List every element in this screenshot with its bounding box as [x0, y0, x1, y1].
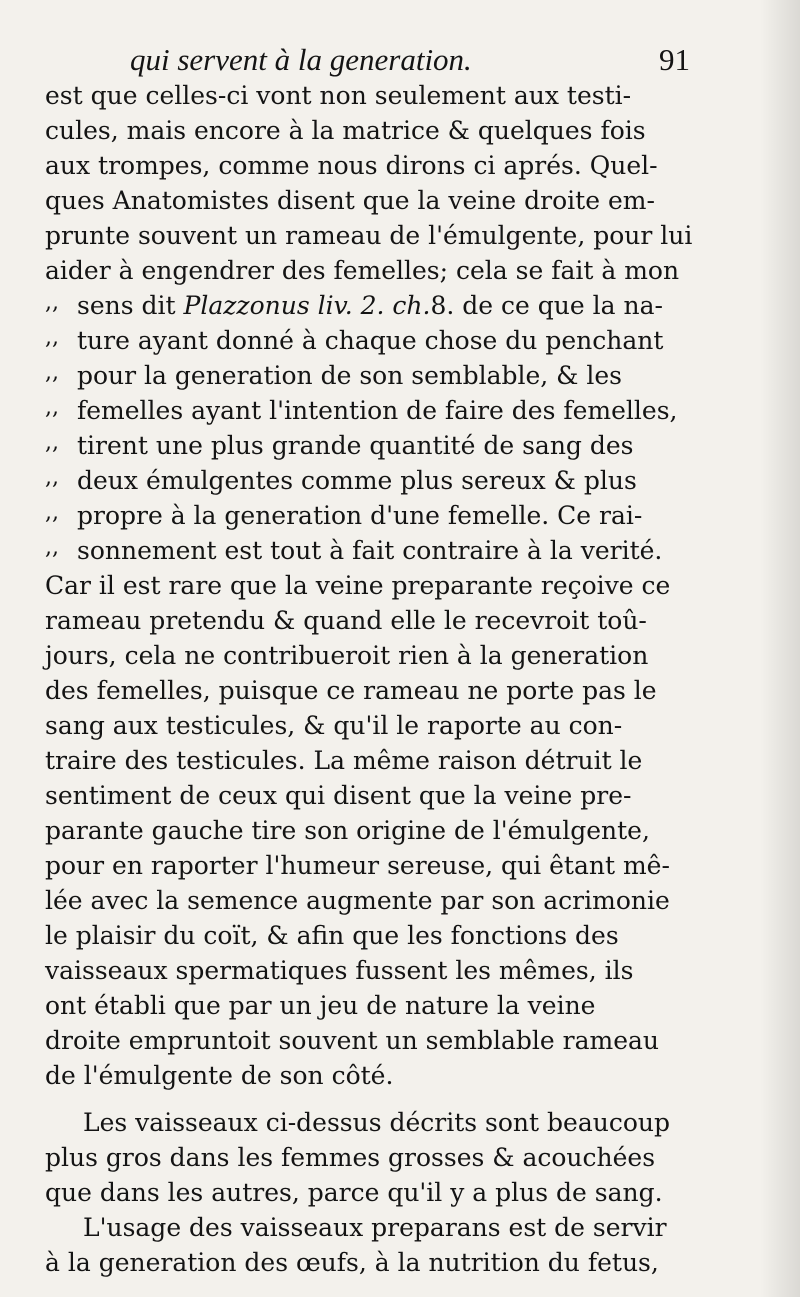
quoted-line	[45, 323, 685, 358]
text-line: le plaisir du coït, & afin que les fonctions des	[45, 921, 619, 950]
text-line: sentiment de ceux qui disent que la veine pre-	[45, 781, 632, 810]
page-edge-shadow	[760, 0, 800, 1297]
text-line: jours, cela ne contribueroit rien à la generation	[45, 641, 649, 670]
page-number: 91	[659, 42, 690, 77]
text-line: droite empruntoit souvent un semblable rameau	[45, 1026, 660, 1055]
quote-mark: ,,	[45, 395, 59, 420]
text-line: plus gros dans les femmes grosses & acouchées	[45, 1143, 656, 1172]
text-line: que dans les autres, parce qu'il y a plus de sang.	[45, 1178, 663, 1207]
line-text: femelles ayant l'intention de faire des femelles,	[77, 396, 678, 425]
line-text-before: sens dit	[77, 291, 184, 320]
text-line: lée avec la semence augmente par son acrimonie	[45, 886, 670, 915]
text-line: traire des testicules. La même raison détruit le	[45, 746, 643, 775]
text-line: parante gauche tire son origine de l'émulgente,	[45, 816, 650, 845]
quote-mark: ,,	[45, 360, 59, 385]
quote-mark: ,,	[45, 290, 59, 315]
quoted-line	[45, 358, 685, 393]
paragraph-first-line: L'usage des vaisseaux preparans est de servir	[83, 1213, 667, 1242]
page-header	[130, 40, 690, 80]
text-line: aider à engendrer des femelles; cela se fait à mon	[45, 256, 680, 285]
citation-italic: Plazzonus liv. 2. ch.	[183, 291, 431, 320]
quote-mark: ,,	[45, 535, 59, 560]
line-text: pour la generation de son semblable, & les	[77, 361, 623, 390]
text-line: est que celles-ci vont non seulement aux testi-	[45, 81, 632, 110]
body-text	[45, 78, 693, 1280]
text-line: vaisseaux spermatiques fussent les mêmes, ils	[45, 956, 634, 985]
quoted-line	[45, 393, 685, 428]
text-line: rameau pretendu & quand elle le recevroit toû-	[45, 606, 647, 635]
quoted-line	[45, 498, 685, 533]
quote-mark: ,,	[45, 430, 59, 455]
text-line: aux trompes, comme nous dirons ci aprés. Quel-	[45, 151, 658, 180]
quote-mark: ,,	[45, 465, 59, 490]
line-text: ture ayant donné à chaque chose du penchant	[77, 326, 664, 355]
text-line: ques Anatomistes disent que la veine droite em-	[45, 186, 655, 215]
text-line: sang aux testicules, & qu'il le raporte au con-	[45, 711, 623, 740]
text-line: des femelles, puisque ce rameau ne porte pas le	[45, 676, 657, 705]
line-text: sonnement est tout à fait contraire à la verité.	[77, 536, 663, 565]
line-text-after: 8. de ce que la na-	[430, 291, 663, 320]
quote-mark: ,,	[45, 500, 59, 525]
line-text: propre à la generation d'une femelle. Ce rai-	[77, 501, 643, 530]
text-line: Car il est rare que la veine preparante reçoive ce	[45, 571, 671, 600]
text-line: prunte souvent un rameau de l'émulgente, pour lui	[45, 221, 693, 250]
quoted-line	[45, 288, 685, 323]
quoted-line	[45, 463, 685, 498]
text-line: pour en raporter l'humeur sereuse, qui êtant mê-	[45, 851, 670, 880]
line-text: tirent une plus grande quantité de sang des	[77, 431, 634, 460]
quoted-line	[45, 533, 685, 568]
text-line: ont établi que par un jeu de nature la veine	[45, 991, 596, 1020]
quoted-line	[45, 428, 685, 463]
running-head: qui servent à la generation.	[130, 42, 472, 77]
paragraph-first-line: Les vaisseaux ci-dessus décrits sont beaucoup	[83, 1108, 670, 1137]
line-text: deux émulgentes comme plus sereux & plus	[77, 466, 637, 495]
quote-mark: ,,	[45, 325, 59, 350]
text-line: à la generation des œufs, à la nutrition du fetus,	[45, 1248, 659, 1277]
text-line: de l'émulgente de son côté.	[45, 1061, 394, 1090]
text-line: cules, mais encore à la matrice & quelques fois	[45, 116, 646, 145]
